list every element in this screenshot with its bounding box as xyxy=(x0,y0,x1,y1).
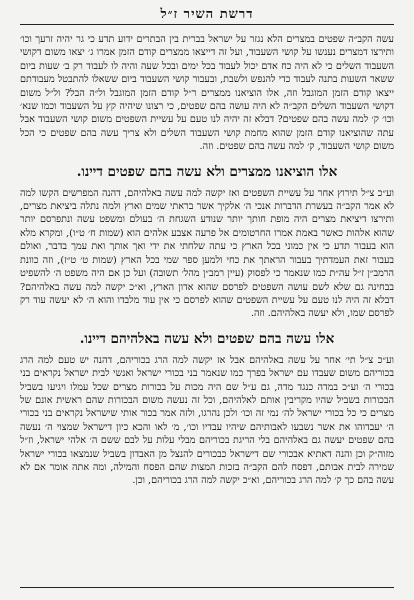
paragraph-3: וע״כ צ״ל תי׳ אחר על עשה באלהיהם אבל אז יקשה למה הרג בכוריהם, דהנה יש טעם למה הרג בכוריהם משום שעבדו עם ישראל בפרך כמו שנאמר בני בכורי ישראל ואנשי לבית ישראל נקראים בני בכורי ה׳ וע״כ במדה כנגד מדה, גם ע״ל שם היה מכות על בכורות מצרים שכל עמלו ויגיעו בשביל הבכורות בשביל שהיו מקריבין אותם לאלהיהם, וכל זה נעשה משום הבכורות שהם ראשית אונם של מצרים כי כל בכורי ישראל לה׳ נמי זה וכו׳ ולכן נהרגו, ולזה אמר בכור אותי שישראל נקראים בני בכורי ה׳ יעבדוהו את אשר נשבעו לאבותיהם שיהיו עבדיו וכו׳, מ׳ לאו והכא כיון דישראל שמצוי ה׳ נעשה בהם שפטים יעשה גם באלהיהם בלי הריגת בכוריהם מבלי עלות על לבם ששם ה׳ אלהי ישראל, וז״ל מזוה״ק וכן והנה דאתיא אבכורי שם דישראל כבכורים להנצל מן האבדון בשביל שנמצאו בכורי ישראל שמירה לבית אבותם, דפסח להם הקב״ה בזכות המצות שהם הפסח והמילה, ומה אתה אומר אם לא עשה בהם כך ק׳ למה הרג בכוריהם, וא״כ יקשה למה הרג בכוריהם, וכן. xyxy=(20,354,394,487)
paragraph-2: וע״כ צ״ל תירוץ אחר על עשיית השפטים ואז יקשה למה עשה באלהיהם, דהנה המפרשים הקשו למה לא אמר הקב״ה בעשרת הדברות אנכי ה׳ אלקיך אשר בראתי שמים וארץ ולמה נתלה ביציאת מצרים, ותירצו דיציאת מצרים היה מופת חותך יותר שנודע השגחת ה׳ בעולם ומשפט עשה ונתפרסם יותר שהוא אלהות כאשר באמת אמרו החרטומים אל פרעה אצבע אלהים הוא (שמות ח׳ ט״ו), ומקרא מלא הוא בעבור תדע כי אין כמוני בכל הארץ כי עתה שלחתי את ידי ואך אותך ואת עמך בדבר, ואולם בעבור זאת העמדתיך בעבור הראתך את כחי ולמען ספר שמי בכל הארץ (שמות ט׳ ט״ז), וזה כוונת הרמב״ן ז״ל עה״ת כמו שנאמר כי לפסוק (עיין רמב״ן מהל׳ תשובה) ועל כן אם היה משפט ה׳ להשפיט בבחינה גם שלא לשם עושה השפטים לפרסם שהוא אדון הארץ, וא״כ יקשה למה עשה באלהיהם? דבלא זה היה לנו טעם על עשיית השפטים שהוא לפרסם כי אין עוד מלבדו והוא ה׳ לא יעשה עוד רק לפרסם שמו, ולא יעשה באלהיהם. וזה. xyxy=(20,187,394,320)
section-heading-2: אלו עשה בהם שפטים ולא עשה באלהיהם דיינו. xyxy=(79,330,335,347)
paragraph-1: עשה הקב״ה שפטים במצרים הלא נגזר על ישראל בברית בין הבתרים ידוע תדע כי גר יהיה זרעך וכו׳ ותירצו דמצרים נענשו על קושי השעבוד, ועל זה דייצאו ממצרים קודם הזמן אמרו ג׳ יצאו משום דקושי השעבוד השלים כי לא היה כח אדם יכול לעבוד בכל ימים ובכל שעה והיה לו לעבוד רק ב׳ שעות ביום ששאר השעות בתנה לעבוד כדי להנפש ולשבת, ובעבור קושי השעבוד ביום ששאלו להתבטל מעבודתם ייצאו קודם הזמן המוגבל וזה, אלו הוציאנו ממצרים ר״ל קודם הזמן המוגבל ול״ה הבל? ול״ל משום דקושי השעבוד השלים הקב״ה לא היה עושה בהם שפטים, כי רצונו שיהיה קץ על השעבוד וכמו שנא׳ וכו׳ ק׳ למה עשה בהם שפטים? דבלא זה יהיה לנו טעם על עשיית השפטים משום קושי השעבוד אבל עתה שהוציאנו קודם הזמן שהוא מחמת קושי השעבוד השלים ולא צריך עשה בהם שפטים כי הכל משום קושי השעבוד, ק׳ למה עשה בהם שפטים. וזה. xyxy=(20,34,394,153)
section-heading-1: אלו הוציאנו ממצרים ולא עשה בהם שפטים דיינו. xyxy=(76,163,338,180)
bottom-rule xyxy=(20,587,394,588)
running-header: דרשת השיר ז״ל xyxy=(20,6,394,25)
